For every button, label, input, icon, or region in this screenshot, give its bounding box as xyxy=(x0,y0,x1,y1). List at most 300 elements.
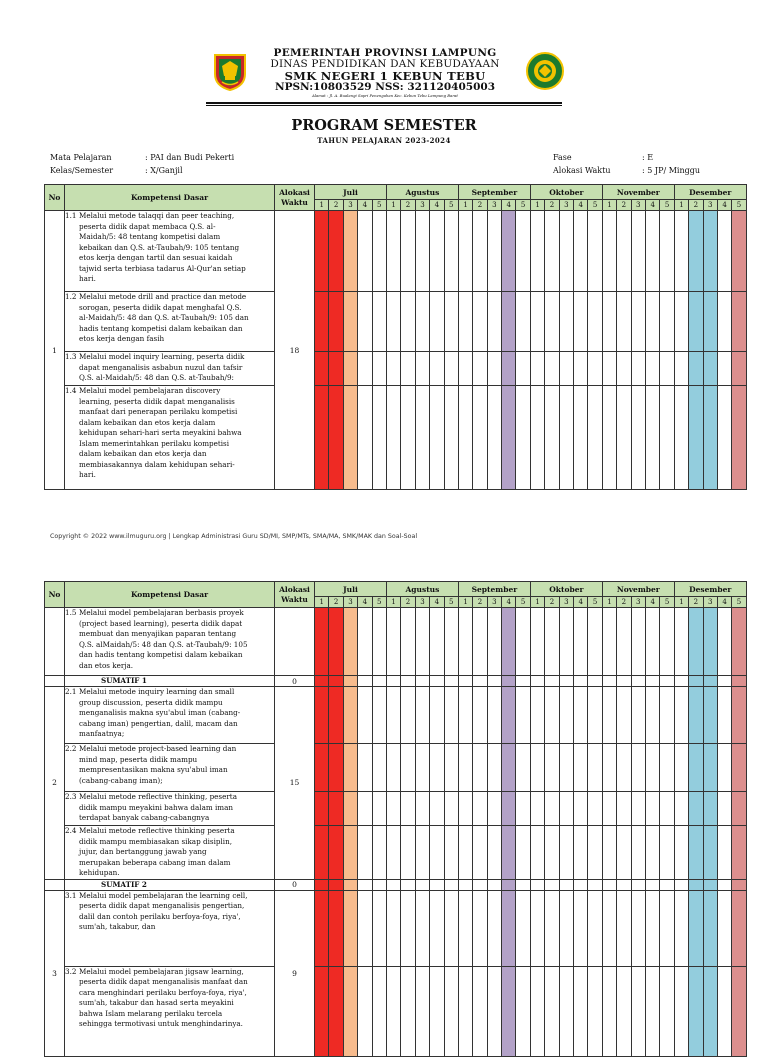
week-cell-september-4 xyxy=(502,826,516,880)
week-cell-juli-4 xyxy=(358,744,372,792)
fase-value: : E xyxy=(642,153,654,162)
header-alokasi-waktu: Alokasi Waktu xyxy=(275,582,315,608)
week-cell-agustus-1 xyxy=(386,211,400,292)
week-cell-desember-5 xyxy=(732,826,746,880)
kd-item-3-2: 3.2 Melalui model pembelajaran jigsaw learning, peserta didik dapat menganalisis manfaat dan cara menghindari perilaku berfoya-foya, riya', sum'ah, takabur dan hasad serta meyakini bahwa Islam melarang perilaku tercela sehingga termotivasi untuk menghindarinya. xyxy=(65,966,275,1056)
week-cell-desember-5 xyxy=(732,676,746,687)
week-cell-desember-5 xyxy=(732,687,746,744)
week-cell-oktober-3 xyxy=(559,352,573,386)
week-header-juli-2: 2 xyxy=(329,200,343,211)
week-cell-november-4 xyxy=(645,676,659,687)
week-cell-juli-1 xyxy=(315,211,329,292)
week-cell-desember-1 xyxy=(674,352,688,386)
week-cell-agustus-3 xyxy=(415,676,429,687)
week-cell-september-1 xyxy=(458,792,472,826)
week-cell-desember-1 xyxy=(674,826,688,880)
week-cell-september-5 xyxy=(516,608,530,676)
kd-item-1-2: 1.2 Melalui metode drill and practice dan metode sorogan, peserta didik dapat menghafal Q.S. al-Maidah/5: 48 dan Q.S. at-Taubah/9: 105 dan hadis tentang kompetisi dalam kebaikan dan etos kerja dengan fasih xyxy=(65,292,275,352)
week-cell-agustus-1 xyxy=(386,826,400,880)
week-cell-november-3 xyxy=(631,966,645,1056)
week-cell-agustus-5 xyxy=(444,608,458,676)
week-cell-agustus-3 xyxy=(415,386,429,490)
week-cell-oktober-1 xyxy=(530,792,544,826)
week-cell-agustus-2 xyxy=(401,292,415,352)
week-header-november-5: 5 xyxy=(660,597,674,608)
week-header-september-2: 2 xyxy=(473,597,487,608)
week-header-oktober-5: 5 xyxy=(588,200,602,211)
week-cell-november-2 xyxy=(617,352,631,386)
week-cell-juli-4 xyxy=(358,879,372,890)
week-cell-september-3 xyxy=(487,792,501,826)
week-cell-agustus-3 xyxy=(415,744,429,792)
week-cell-juli-5 xyxy=(372,608,386,676)
week-cell-desember-1 xyxy=(674,211,688,292)
document-title: PROGRAM SEMESTER xyxy=(291,117,477,134)
week-header-agustus-1: 1 xyxy=(386,597,400,608)
week-header-juli-5: 5 xyxy=(372,200,386,211)
week-cell-oktober-3 xyxy=(559,890,573,966)
week-cell-juli-4 xyxy=(358,676,372,687)
week-header-desember-3: 3 xyxy=(703,597,717,608)
header-month-oktober: Oktober xyxy=(530,185,602,200)
week-cell-september-3 xyxy=(487,676,501,687)
week-cell-november-2 xyxy=(617,292,631,352)
week-cell-oktober-1 xyxy=(530,386,544,490)
week-cell-juli-2 xyxy=(329,211,343,292)
week-cell-september-2 xyxy=(473,386,487,490)
week-header-oktober-1: 1 xyxy=(530,200,544,211)
week-cell-juli-5 xyxy=(372,879,386,890)
week-cell-september-5 xyxy=(516,792,530,826)
week-header-agustus-5: 5 xyxy=(444,597,458,608)
week-cell-desember-1 xyxy=(674,966,688,1056)
week-cell-november-1 xyxy=(602,211,616,292)
mapel-value: : PAI dan Budi Pekerti xyxy=(145,153,235,162)
header-line-department: DINAS PENDIDIKAN DAN KEBUDAYAAN xyxy=(270,58,500,70)
week-cell-november-2 xyxy=(617,792,631,826)
kd-group-3-alokasi: 9 xyxy=(275,890,315,1056)
week-cell-juli-5 xyxy=(372,292,386,352)
week-cell-november-4 xyxy=(645,744,659,792)
week-cell-september-4 xyxy=(502,352,516,386)
week-header-agustus-3: 3 xyxy=(415,200,429,211)
header-month-desember: Desember xyxy=(674,185,746,200)
week-cell-juli-3 xyxy=(343,292,357,352)
week-cell-september-1 xyxy=(458,386,472,490)
week-cell-agustus-4 xyxy=(430,966,444,1056)
week-cell-november-5 xyxy=(660,792,674,826)
week-cell-desember-5 xyxy=(732,211,746,292)
header-line-npsn: NPSN:10803529 NSS: 321120405003 xyxy=(274,81,495,93)
week-cell-oktober-2 xyxy=(545,792,559,826)
week-cell-november-2 xyxy=(617,676,631,687)
week-cell-juli-5 xyxy=(372,676,386,687)
week-cell-oktober-3 xyxy=(559,792,573,826)
week-cell-november-4 xyxy=(645,687,659,744)
week-cell-juli-1 xyxy=(315,890,329,966)
week-cell-desember-5 xyxy=(732,890,746,966)
header-line-government: PEMERINTAH PROVINSI LAMPUNG xyxy=(273,47,497,59)
week-header-desember-3: 3 xyxy=(703,200,717,211)
kd-group-number-empty xyxy=(45,608,65,676)
week-cell-desember-1 xyxy=(674,608,688,676)
week-header-juli-2: 2 xyxy=(329,597,343,608)
week-cell-juli-2 xyxy=(329,687,343,744)
week-cell-september-2 xyxy=(473,676,487,687)
week-cell-desember-5 xyxy=(732,744,746,792)
week-cell-september-2 xyxy=(473,687,487,744)
week-cell-november-4 xyxy=(645,352,659,386)
document-subtitle: TAHUN PELAJARAN 2023-2024 xyxy=(317,136,451,145)
week-cell-agustus-5 xyxy=(444,676,458,687)
week-header-september-1: 1 xyxy=(458,200,472,211)
week-cell-november-2 xyxy=(617,966,631,1056)
week-header-agustus-1: 1 xyxy=(386,200,400,211)
week-header-november-3: 3 xyxy=(631,597,645,608)
kd-item-2-1: 2.1 Melalui metode inquiry learning dan small group discussion, peserta didik mampu menganalisis makna syu'abul iman (cabang-cabang iman) pengertian, dalil, macam dan manfaatnya; xyxy=(65,687,275,744)
week-cell-november-1 xyxy=(602,826,616,880)
sumatif-1-alokasi: 0 xyxy=(275,676,315,687)
week-cell-september-2 xyxy=(473,292,487,352)
week-cell-desember-3 xyxy=(703,890,717,966)
week-cell-desember-1 xyxy=(674,676,688,687)
week-cell-oktober-4 xyxy=(574,687,588,744)
week-header-juli-5: 5 xyxy=(372,597,386,608)
week-cell-november-5 xyxy=(660,608,674,676)
week-cell-oktober-4 xyxy=(574,608,588,676)
week-cell-oktober-2 xyxy=(545,890,559,966)
week-cell-september-3 xyxy=(487,879,501,890)
week-cell-agustus-2 xyxy=(401,966,415,1056)
week-cell-november-3 xyxy=(631,879,645,890)
week-cell-oktober-5 xyxy=(588,879,602,890)
week-cell-november-5 xyxy=(660,352,674,386)
week-header-agustus-2: 2 xyxy=(401,597,415,608)
week-cell-november-4 xyxy=(645,890,659,966)
week-cell-november-1 xyxy=(602,744,616,792)
week-cell-oktober-5 xyxy=(588,687,602,744)
week-cell-agustus-5 xyxy=(444,826,458,880)
header-no: No xyxy=(45,185,65,211)
week-cell-november-2 xyxy=(617,890,631,966)
week-cell-oktober-4 xyxy=(574,676,588,687)
week-cell-september-2 xyxy=(473,890,487,966)
week-cell-juli-1 xyxy=(315,826,329,880)
week-header-september-4: 4 xyxy=(502,200,516,211)
letterhead-rule-thin xyxy=(206,105,562,106)
week-cell-november-5 xyxy=(660,744,674,792)
week-cell-oktober-4 xyxy=(574,211,588,292)
week-header-september-3: 3 xyxy=(487,200,501,211)
week-cell-november-1 xyxy=(602,687,616,744)
week-cell-juli-3 xyxy=(343,792,357,826)
week-header-desember-2: 2 xyxy=(689,597,703,608)
week-cell-juli-5 xyxy=(372,792,386,826)
header-month-agustus: Agustus xyxy=(386,185,458,200)
week-cell-november-5 xyxy=(660,879,674,890)
week-cell-november-3 xyxy=(631,608,645,676)
week-cell-juli-5 xyxy=(372,386,386,490)
week-cell-november-5 xyxy=(660,826,674,880)
week-cell-oktober-1 xyxy=(530,687,544,744)
week-cell-desember-2 xyxy=(689,676,703,687)
week-cell-agustus-1 xyxy=(386,292,400,352)
week-cell-juli-3 xyxy=(343,687,357,744)
week-cell-juli-1 xyxy=(315,792,329,826)
week-cell-oktober-3 xyxy=(559,687,573,744)
week-cell-september-1 xyxy=(458,890,472,966)
week-cell-september-4 xyxy=(502,879,516,890)
week-cell-november-1 xyxy=(602,792,616,826)
week-cell-november-3 xyxy=(631,292,645,352)
week-cell-juli-5 xyxy=(372,966,386,1056)
week-cell-november-5 xyxy=(660,211,674,292)
school-logo-icon xyxy=(525,51,565,91)
week-cell-november-3 xyxy=(631,352,645,386)
kd-item-1-1: 1.1 Melalui metode talaqqi dan peer teaching, peserta didik dapat membaca Q.S. al-Maidah/5: 48 tentang kompetisi dalam kebaikan dan Q.S. at-Taubah/9: 105 tentang etos kerja dengan tartil dan sesuai kaidah tajwid serta terbiasa tadarus Al-Qur'an setiap hari. xyxy=(65,211,275,292)
week-header-oktober-1: 1 xyxy=(530,597,544,608)
week-cell-juli-5 xyxy=(372,890,386,966)
week-header-juli-1: 1 xyxy=(315,597,329,608)
week-cell-oktober-3 xyxy=(559,211,573,292)
week-cell-juli-5 xyxy=(372,687,386,744)
week-cell-september-5 xyxy=(516,211,530,292)
week-cell-november-4 xyxy=(645,826,659,880)
alokasi-label: Alokasi Waktu xyxy=(553,166,611,175)
week-cell-september-3 xyxy=(487,352,501,386)
week-header-desember-5: 5 xyxy=(732,597,746,608)
week-header-juli-1: 1 xyxy=(315,200,329,211)
week-cell-september-5 xyxy=(516,676,530,687)
week-cell-desember-3 xyxy=(703,826,717,880)
week-cell-september-5 xyxy=(516,352,530,386)
week-cell-juli-4 xyxy=(358,687,372,744)
week-cell-desember-2 xyxy=(689,687,703,744)
week-cell-desember-3 xyxy=(703,292,717,352)
week-cell-agustus-1 xyxy=(386,608,400,676)
week-cell-juli-4 xyxy=(358,352,372,386)
week-cell-juli-3 xyxy=(343,966,357,1056)
week-header-oktober-5: 5 xyxy=(588,597,602,608)
week-cell-juli-2 xyxy=(329,608,343,676)
week-cell-november-3 xyxy=(631,386,645,490)
week-cell-desember-4 xyxy=(717,211,731,292)
week-cell-november-1 xyxy=(602,879,616,890)
week-cell-agustus-3 xyxy=(415,687,429,744)
week-cell-agustus-3 xyxy=(415,211,429,292)
week-cell-oktober-5 xyxy=(588,352,602,386)
week-cell-juli-4 xyxy=(358,608,372,676)
kelas-value: : X/Ganjil xyxy=(145,166,183,175)
kd-item-2-2: 2.2 Melalui metode project-based learning dan mind map, peserta didik mampu mempresentasikan makna syu'abul iman (cabang-cabang iman); xyxy=(65,744,275,792)
week-cell-oktober-4 xyxy=(574,966,588,1056)
week-cell-oktober-1 xyxy=(530,211,544,292)
week-cell-november-3 xyxy=(631,687,645,744)
week-cell-november-1 xyxy=(602,676,616,687)
week-cell-desember-3 xyxy=(703,608,717,676)
week-cell-oktober-4 xyxy=(574,826,588,880)
week-cell-september-4 xyxy=(502,687,516,744)
week-cell-oktober-4 xyxy=(574,792,588,826)
week-cell-agustus-3 xyxy=(415,879,429,890)
week-cell-november-4 xyxy=(645,966,659,1056)
week-cell-agustus-1 xyxy=(386,386,400,490)
week-cell-september-3 xyxy=(487,826,501,880)
week-cell-juli-4 xyxy=(358,966,372,1056)
week-cell-desember-3 xyxy=(703,352,717,386)
week-cell-september-4 xyxy=(502,792,516,826)
week-cell-oktober-2 xyxy=(545,826,559,880)
week-cell-november-3 xyxy=(631,826,645,880)
week-cell-november-1 xyxy=(602,386,616,490)
week-header-september-1: 1 xyxy=(458,597,472,608)
header-month-november: November xyxy=(602,185,674,200)
week-header-oktober-4: 4 xyxy=(574,200,588,211)
week-cell-oktober-2 xyxy=(545,744,559,792)
week-cell-oktober-5 xyxy=(588,966,602,1056)
week-cell-juli-5 xyxy=(372,352,386,386)
week-header-oktober-3: 3 xyxy=(559,597,573,608)
week-cell-oktober-1 xyxy=(530,879,544,890)
week-cell-november-3 xyxy=(631,890,645,966)
sumatif-2-no xyxy=(45,879,65,890)
week-cell-oktober-1 xyxy=(530,676,544,687)
week-cell-november-1 xyxy=(602,292,616,352)
week-cell-september-5 xyxy=(516,879,530,890)
week-cell-desember-4 xyxy=(717,292,731,352)
week-cell-juli-1 xyxy=(315,352,329,386)
letterhead-rule-thick xyxy=(206,102,562,104)
week-cell-november-2 xyxy=(617,879,631,890)
week-cell-september-1 xyxy=(458,966,472,1056)
week-cell-agustus-5 xyxy=(444,792,458,826)
week-cell-september-3 xyxy=(487,211,501,292)
week-cell-oktober-2 xyxy=(545,687,559,744)
week-cell-oktober-5 xyxy=(588,744,602,792)
week-cell-november-5 xyxy=(660,966,674,1056)
week-cell-november-3 xyxy=(631,792,645,826)
week-cell-september-5 xyxy=(516,966,530,1056)
kd-group-alokasi: 18 xyxy=(275,211,315,490)
week-cell-oktober-1 xyxy=(530,826,544,880)
week-cell-november-4 xyxy=(645,292,659,352)
week-cell-juli-1 xyxy=(315,386,329,490)
week-cell-juli-3 xyxy=(343,890,357,966)
week-cell-juli-4 xyxy=(358,826,372,880)
week-cell-desember-2 xyxy=(689,792,703,826)
header-month-juli: Juli xyxy=(315,185,387,200)
week-cell-oktober-2 xyxy=(545,608,559,676)
copyright-footer: Copyright © 2022 www.ilmuguru.org | Lengkap Administrasi Guru SD/MI, SMP/MTs, SMA/MA, SMK/MAK dan Soal-Soal xyxy=(50,533,418,540)
week-cell-juli-2 xyxy=(329,676,343,687)
week-header-desember-1: 1 xyxy=(674,200,688,211)
week-cell-juli-5 xyxy=(372,211,386,292)
week-cell-juli-2 xyxy=(329,386,343,490)
week-cell-oktober-1 xyxy=(530,890,544,966)
header-month-oktober: Oktober xyxy=(530,582,602,597)
week-cell-juli-2 xyxy=(329,879,343,890)
week-cell-oktober-2 xyxy=(545,966,559,1056)
week-cell-agustus-1 xyxy=(386,744,400,792)
week-cell-juli-4 xyxy=(358,386,372,490)
week-header-desember-1: 1 xyxy=(674,597,688,608)
week-cell-oktober-1 xyxy=(530,352,544,386)
week-header-november-2: 2 xyxy=(617,597,631,608)
week-cell-oktober-4 xyxy=(574,879,588,890)
week-cell-agustus-2 xyxy=(401,352,415,386)
week-cell-desember-5 xyxy=(732,792,746,826)
week-cell-agustus-5 xyxy=(444,292,458,352)
week-cell-juli-4 xyxy=(358,890,372,966)
week-cell-desember-2 xyxy=(689,966,703,1056)
week-header-oktober-3: 3 xyxy=(559,200,573,211)
kd-item-3-1: 3.1 Melalui model pembelajaran the learning cell, peserta didik dapat menganalisis pengertian, dalil dan contoh perilaku berfoya-foya, riya', sum'ah, takabur, dan xyxy=(65,890,275,966)
week-header-oktober-2: 2 xyxy=(545,200,559,211)
week-cell-agustus-2 xyxy=(401,792,415,826)
week-cell-agustus-3 xyxy=(415,792,429,826)
week-cell-agustus-4 xyxy=(430,676,444,687)
week-cell-november-1 xyxy=(602,890,616,966)
week-cell-oktober-5 xyxy=(588,608,602,676)
week-cell-oktober-5 xyxy=(588,211,602,292)
week-cell-juli-1 xyxy=(315,879,329,890)
week-cell-juli-4 xyxy=(358,292,372,352)
kd-group-number: 1 xyxy=(45,211,65,490)
week-cell-desember-4 xyxy=(717,879,731,890)
header-kompetensi-dasar: Kompetensi Dasar xyxy=(65,185,275,211)
week-cell-oktober-3 xyxy=(559,744,573,792)
week-cell-september-4 xyxy=(502,386,516,490)
week-cell-agustus-4 xyxy=(430,352,444,386)
week-header-september-3: 3 xyxy=(487,597,501,608)
week-header-november-4: 4 xyxy=(645,597,659,608)
header-line-address: Alamat : Jl. A. Bualangi Sapri Penengahan Kec. Kebun Tebu Lampung Barat xyxy=(312,93,458,98)
week-header-agustus-2: 2 xyxy=(401,200,415,211)
kelas-label: Kelas/Semester xyxy=(50,166,114,175)
week-cell-desember-4 xyxy=(717,826,731,880)
week-cell-agustus-4 xyxy=(430,744,444,792)
week-cell-juli-1 xyxy=(315,676,329,687)
week-cell-september-2 xyxy=(473,211,487,292)
week-cell-agustus-2 xyxy=(401,386,415,490)
week-cell-desember-4 xyxy=(717,744,731,792)
week-cell-juli-1 xyxy=(315,744,329,792)
week-cell-september-3 xyxy=(487,890,501,966)
week-cell-september-1 xyxy=(458,352,472,386)
week-cell-juli-4 xyxy=(358,792,372,826)
week-cell-oktober-4 xyxy=(574,890,588,966)
week-header-oktober-2: 2 xyxy=(545,597,559,608)
week-cell-juli-2 xyxy=(329,890,343,966)
sumatif-1-label: SUMATIF 1 xyxy=(65,676,275,687)
week-cell-agustus-3 xyxy=(415,292,429,352)
week-cell-november-1 xyxy=(602,966,616,1056)
week-cell-agustus-4 xyxy=(430,608,444,676)
week-cell-september-5 xyxy=(516,292,530,352)
week-cell-oktober-3 xyxy=(559,826,573,880)
kd-item-1-3: 1.3 Melalui model inquiry learning, peserta didik dapat menganalisis asbabun nuzul dan tafsir Q.S. al-Maidah/5: 48 dan Q.S. at-Taubah/9: xyxy=(65,352,275,386)
week-cell-oktober-2 xyxy=(545,879,559,890)
week-cell-agustus-2 xyxy=(401,211,415,292)
week-cell-desember-4 xyxy=(717,676,731,687)
week-cell-oktober-3 xyxy=(559,879,573,890)
week-cell-agustus-1 xyxy=(386,879,400,890)
week-cell-juli-1 xyxy=(315,608,329,676)
week-header-juli-3: 3 xyxy=(343,200,357,211)
week-cell-november-1 xyxy=(602,352,616,386)
week-cell-agustus-2 xyxy=(401,879,415,890)
week-cell-september-3 xyxy=(487,386,501,490)
